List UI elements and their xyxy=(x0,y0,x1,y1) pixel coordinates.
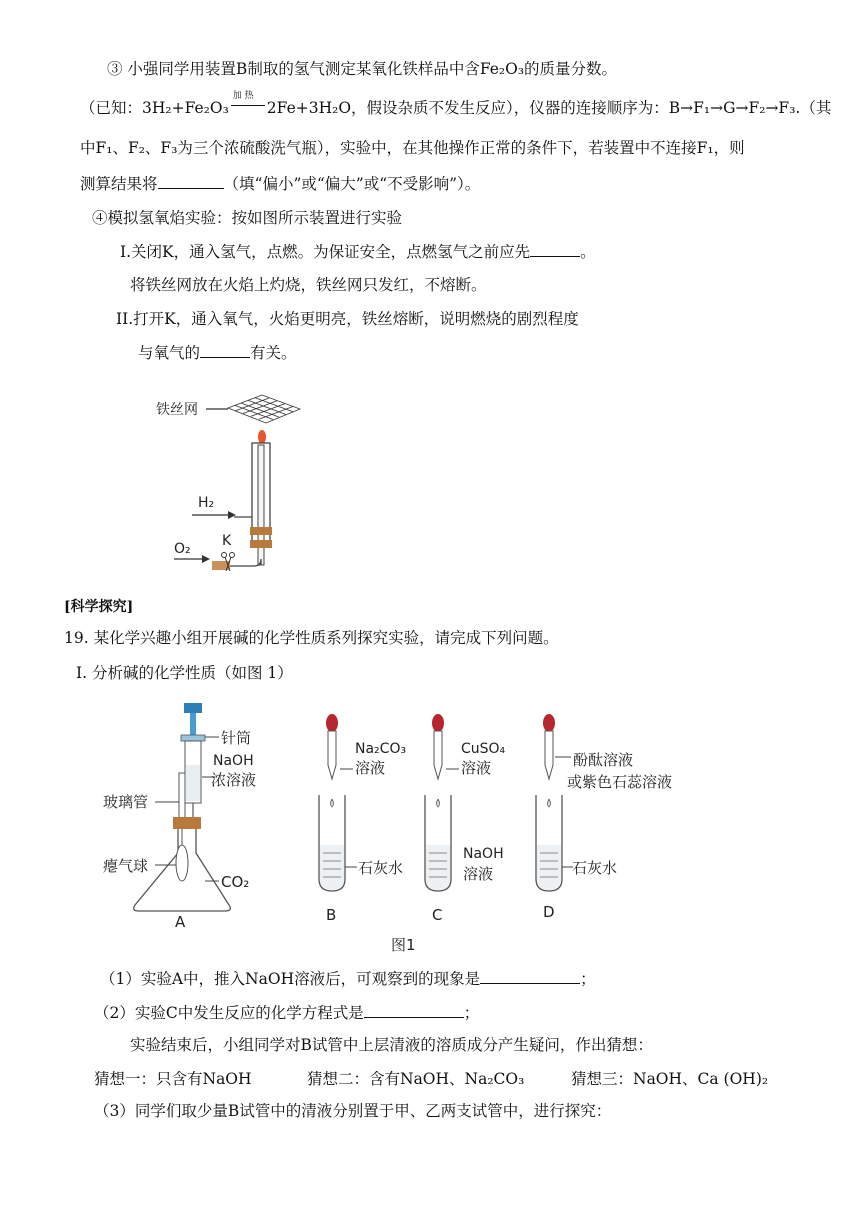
answer-blank[interactable] xyxy=(200,341,250,358)
o2-arrow-head xyxy=(202,555,210,563)
oxyhydrogen-flame-figure xyxy=(150,385,310,580)
q19-guess1: 猜想一：只含有NaOH xyxy=(94,1070,252,1088)
q18-step4-title: ④模拟氢氧焰实验：按如图所示装置进行实验 xyxy=(92,209,403,227)
q18-step3-line3: 中F₁、F₂、F₃为三个浓硫酸洗气瓶），实验中，在其他操作正常的条件下，若装置中不连接F₁，则 xyxy=(80,139,745,157)
label-c-solution: 溶液 xyxy=(461,759,492,777)
dropper-bulb xyxy=(543,714,555,732)
q18-step4-ii-2 xyxy=(138,341,297,364)
q19-q2-text: （2）实验C中发生反应的化学方程式是 xyxy=(94,1004,364,1022)
deflated-balloon xyxy=(176,845,188,881)
label-balloon: 瘪气球 xyxy=(103,857,149,875)
label-d: D xyxy=(543,903,555,921)
label-c-naoh-solution: 溶液 xyxy=(463,865,494,883)
dropper-bulb xyxy=(432,714,444,732)
q19-q3: （3）同学们取少量B试管中的清液分别置于甲、乙两支试管中，进行探究： xyxy=(94,1102,612,1120)
q19-q1-end: ； xyxy=(580,970,596,988)
label-b-solution: 溶液 xyxy=(355,759,386,777)
q18-equation-left: （已知：3H₂+Fe₂O₃ xyxy=(80,99,229,117)
q18-step4-i xyxy=(120,240,596,263)
q18-step4-ii-2b: 有关。 xyxy=(250,344,297,362)
label-phenolphthalein: 酚酞溶液 xyxy=(573,751,634,769)
q18-equation-arrow xyxy=(229,91,267,113)
label-syringe: 针筒 xyxy=(221,729,252,747)
label-naoh: NaOH xyxy=(213,753,254,769)
dropper-bulb xyxy=(326,714,338,732)
q18-step4-i-b: 。 xyxy=(580,243,596,261)
q18-step3-line4-a: 测算结果将 xyxy=(80,175,158,193)
figure-1-base-experiments xyxy=(95,695,715,960)
q19-after: 实验结束后，小组同学对B试管中上层清液的溶质成分产生疑问，作出猜想： xyxy=(130,1036,653,1054)
dropper-d xyxy=(545,731,553,779)
q19-part1-title: Ⅰ. 分析碱的化学性质（如图 1） xyxy=(76,664,293,682)
label-conc-solution: 浓溶液 xyxy=(211,771,257,789)
arrow-line xyxy=(231,105,265,106)
q18-step3-intro: ③ 小强同学用装置B制取的氢气测定某氧化铁样品中含Fe₂O₃的质量分数。 xyxy=(107,60,618,78)
q19-guess3: 猜想三：NaOH、Ca (OH)₂ xyxy=(571,1070,769,1088)
label-iron-mesh: 铁丝网 xyxy=(156,402,198,418)
q18-step4-ii-2a: 与氧气的 xyxy=(138,344,201,362)
label-na2co3: Na₂CO₃ xyxy=(355,741,407,757)
apparatus-d xyxy=(536,714,672,921)
iron-mesh xyxy=(228,395,300,423)
syringe-plunger xyxy=(190,713,196,737)
naoh-solution xyxy=(186,765,200,801)
q18-step3-known xyxy=(80,91,832,119)
h2-arrow-head xyxy=(228,511,236,519)
q18-step4-i-a: I.关闭K，通入氢气，点燃。为保证安全，点燃氢气之前应先 xyxy=(120,243,531,261)
label-k: K xyxy=(222,533,232,549)
label-d-limewater: 石灰水 xyxy=(572,859,618,877)
apparatus-b xyxy=(319,714,406,924)
dropper-b xyxy=(328,731,336,779)
section-heading: [科学探究] xyxy=(64,599,134,615)
answer-blank[interactable] xyxy=(158,172,224,189)
answer-blank[interactable] xyxy=(480,967,580,984)
q18-equation-condition: 加 热 xyxy=(232,91,254,101)
q18-step3-line4 xyxy=(80,172,480,195)
dropper-c xyxy=(434,731,442,779)
answer-blank[interactable] xyxy=(364,1001,464,1018)
flame xyxy=(258,430,266,444)
q18-step4-i-2: 将铁丝网放在火焰上灼烧，铁丝网只发红，不熔断。 xyxy=(130,276,487,294)
figure-caption: 图1 xyxy=(391,936,416,954)
q19-stem: 19. 某化学兴趣小组开展碱的化学性质系列探究实验，请完成下列问题。 xyxy=(64,629,559,647)
label-c: C xyxy=(432,906,443,924)
rubber-stopper xyxy=(250,540,272,548)
label-c-naoh: NaOH xyxy=(463,846,504,862)
apparatus-a xyxy=(103,703,256,931)
label-glass-tube: 玻璃管 xyxy=(103,793,149,811)
answer-blank[interactable] xyxy=(530,240,580,257)
q19-guess2: 猜想二：含有NaOH、Na₂CO₃ xyxy=(307,1070,525,1088)
label-litmus: 或紫色石蕊溶液 xyxy=(567,773,673,791)
label-co2: CO₂ xyxy=(221,873,250,891)
syringe-plunger-top xyxy=(184,703,202,713)
rubber-stopper xyxy=(250,527,272,535)
q18-equation-right: 2Fe+3H₂O，假设杂质不发生反应），仪器的连接顺序为：B→F₁→G→F₂→F₃.（其 xyxy=(266,99,832,117)
label-cuso4: CuSO₄ xyxy=(461,741,506,757)
label-h2: H₂ xyxy=(198,495,215,511)
label-b: B xyxy=(326,906,337,924)
label-b-limewater: 石灰水 xyxy=(358,859,404,877)
q18-step4-ii: II.打开K，通入氧气，火焰更明亮，铁丝熔断，说明燃烧的剧烈程度 xyxy=(116,310,579,328)
q18-step3-line4-b: （填“偏小”或“偏大”或“不受影响”）。 xyxy=(223,175,481,193)
label-o2: O₂ xyxy=(174,541,191,557)
q19-q1 xyxy=(100,967,596,990)
q19-q1-text: （1）实验A中，推入NaOH溶液后，可观察到的现象是 xyxy=(100,970,481,988)
q19-q2-end: ； xyxy=(463,1004,480,1022)
flask-stopper xyxy=(173,817,201,829)
q19-q2 xyxy=(94,1001,479,1024)
apparatus-c xyxy=(425,714,506,924)
label-a: A xyxy=(175,913,186,931)
